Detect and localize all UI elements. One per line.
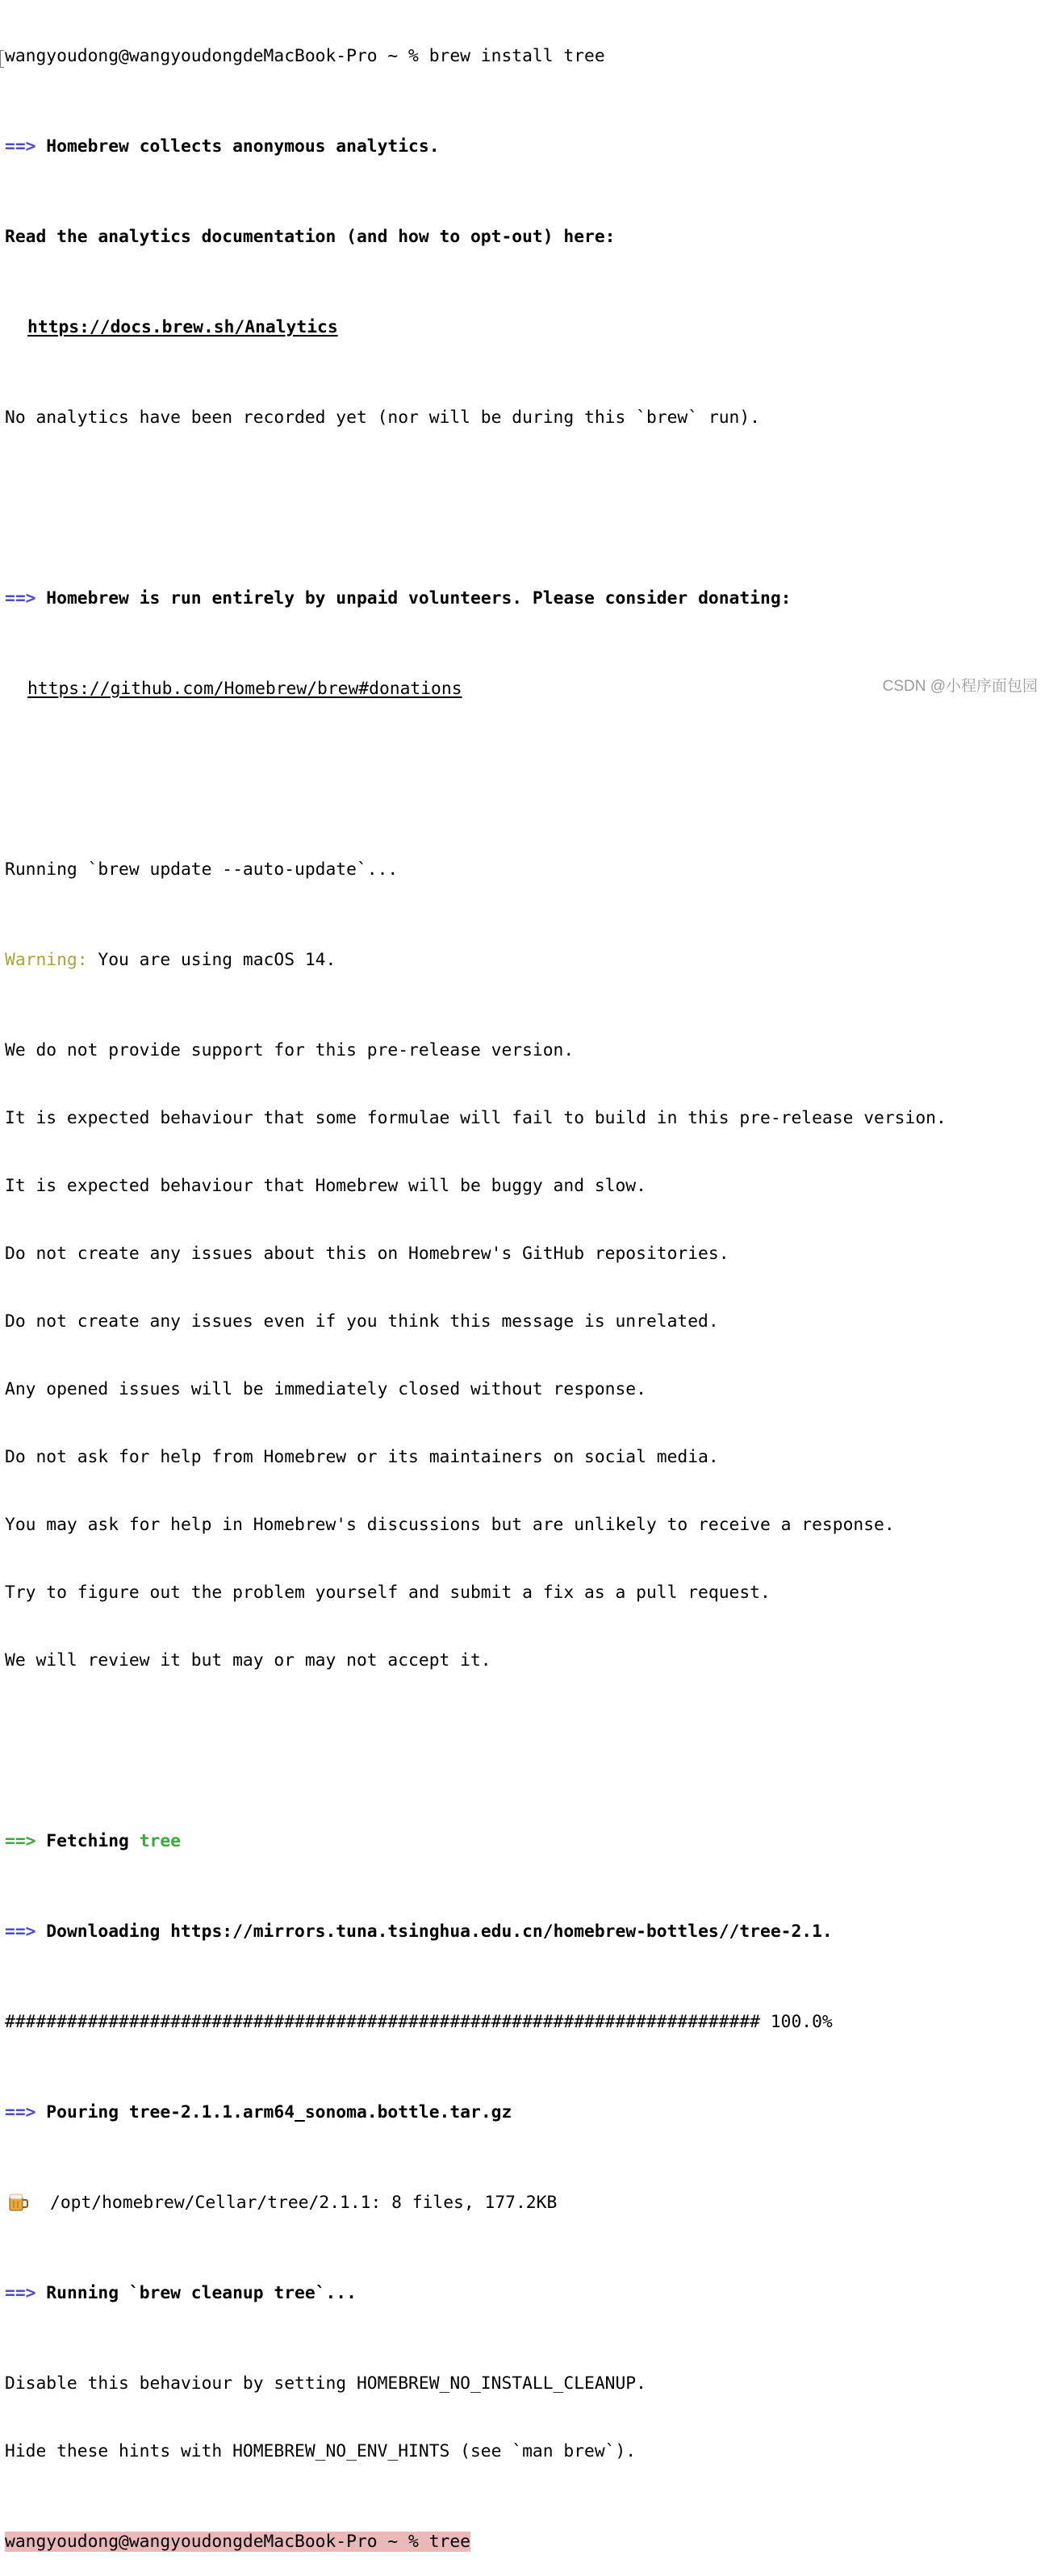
analytics-heading-line xyxy=(5,136,1046,158)
download-progress-bar: ######################################################################### 100.0% xyxy=(5,2012,833,2032)
warning-detail-line: We will review it but may or may not accept it. xyxy=(5,1650,491,1671)
beer-mug-icon xyxy=(8,2192,29,2211)
pouring-text: Pouring tree-2.1.1.arm64_sonoma.bottle.tar.gz xyxy=(46,2102,512,2122)
arrow-marker: ==> xyxy=(5,1922,36,1942)
analytics-note-line: No analytics have been recorded yet (nor will be during this `brew` run). xyxy=(5,408,760,428)
warning-detail-line: It is expected behaviour that some formulae will fail to build in this pre-release version. xyxy=(5,1108,947,1128)
text-cursor-mark xyxy=(0,50,4,68)
analytics-link[interactable]: https://docs.brew.sh/Analytics xyxy=(27,317,338,337)
warning-detail-line: We do not provide support for this pre-release version. xyxy=(5,1040,575,1060)
watermark: CSDN @小程序面包园 xyxy=(882,678,1038,695)
fetching-label: Fetching xyxy=(46,1831,129,1851)
arrow-marker: ==> xyxy=(5,2283,36,2303)
arrow-marker: ==> xyxy=(5,2102,36,2122)
blank-line xyxy=(5,497,1046,520)
blank-line xyxy=(5,1740,1046,1763)
warning-text: You are using macOS 14. xyxy=(87,950,336,970)
analytics-link-line xyxy=(5,316,1046,339)
warning-detail-line: Any opened issues will be immediately closed without response. xyxy=(5,1379,646,1399)
cellar-summary-line xyxy=(5,2192,1046,2214)
cellar-summary: /opt/homebrew/Cellar/tree/2.1.1: 8 files, 177.2KB xyxy=(50,2193,558,2213)
analytics-heading: Homebrew collects anonymous analytics. xyxy=(46,136,440,157)
cleanup-heading: Running `brew cleanup tree`... xyxy=(46,2283,357,2303)
arrow-marker-green: ==> xyxy=(5,1831,36,1851)
warning-line xyxy=(5,949,1046,972)
cleanup-heading-line xyxy=(5,2282,1046,2305)
donate-heading-line xyxy=(5,588,1046,610)
warning-detail-line: Try to figure out the problem yourself and submit a fix as a pull request. xyxy=(5,1583,771,1603)
fetching-line xyxy=(5,1830,1046,1853)
downloading-text: Downloading https://mirrors.tuna.tsinghua.edu.cn/homebrew-bottles//tree-2.1. xyxy=(46,1922,833,1942)
pouring-line xyxy=(5,2101,1046,2124)
downloading-line xyxy=(5,1921,1046,1943)
blank-line xyxy=(5,768,1046,791)
warning-detail-line: Do not create any issues about this on Homebrew's GitHub repositories. xyxy=(5,1244,729,1264)
warning-detail-line: Do not ask for help from Homebrew or its maintainers on social media. xyxy=(5,1447,719,1467)
warning-detail-line: It is expected behaviour that Homebrew will be buggy and slow. xyxy=(5,1176,646,1196)
donate-link[interactable]: https://github.com/Homebrew/brew#donations xyxy=(27,679,462,699)
analytics-read-line: Read the analytics documentation (and how to opt-out) here: xyxy=(5,227,616,247)
selected-prompt-text[interactable]: wangyoudong@wangyoudongdeMacBook-Pro ~ % tree xyxy=(5,2532,470,2552)
cleanup-hint-line: Hide these hints with HOMEBREW_NO_ENV_HINTS (see `man brew`). xyxy=(5,2441,637,2461)
terminal-output[interactable] xyxy=(5,0,1046,2576)
fetching-formula-name: tree xyxy=(139,1831,181,1851)
donate-heading: Homebrew is run entirely by unpaid volunteers. Please consider donating: xyxy=(46,588,792,608)
warning-label: Warning: xyxy=(5,950,88,970)
running-update-line: Running `brew update --auto-update`... xyxy=(5,859,399,880)
warning-detail-line: You may ask for help in Homebrew's discussions but are unlikely to receive a response. xyxy=(5,1515,895,1535)
prompt-line: wangyoudong@wangyoudongdeMacBook-Pro ~ % brew install tree xyxy=(5,46,605,66)
arrow-marker: ==> xyxy=(5,588,36,608)
cleanup-hint-line: Disable this behaviour by setting HOMEBREW_NO_INSTALL_CLEANUP. xyxy=(5,2373,646,2394)
warning-detail-line: Do not create any issues even if you think this message is unrelated. xyxy=(5,1311,719,1332)
arrow-marker: ==> xyxy=(5,136,36,157)
final-prompt-line[interactable] xyxy=(5,2531,1046,2553)
